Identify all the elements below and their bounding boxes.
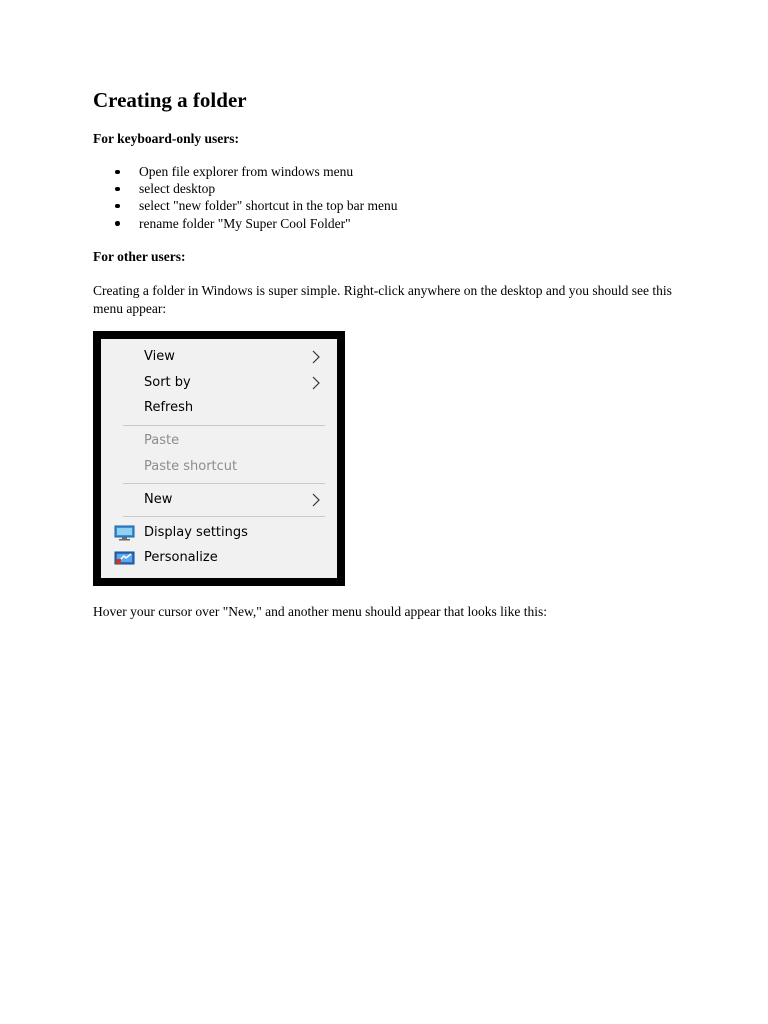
page-title: Creating a folder xyxy=(93,88,247,112)
context-menu xyxy=(101,339,337,578)
chevron-right-icon xyxy=(310,350,322,364)
personalize-icon xyxy=(114,550,136,566)
list-item: select "new folder" shortcut in the top bar menu xyxy=(93,197,397,214)
list-item: Open file explorer from windows menu xyxy=(93,163,397,180)
menu-item-label: New xyxy=(144,492,173,507)
hover-paragraph: Hover your cursor over "New," and another menu should appear that looks like this: xyxy=(93,604,548,619)
menu-separator xyxy=(123,483,325,484)
intro-paragraph: Creating a folder in Windows is super simple. Right-click anywhere on the desktop and you should see this menu appear: xyxy=(93,283,672,316)
menu-item-refresh[interactable] xyxy=(101,396,337,420)
bullet-icon xyxy=(115,170,120,175)
menu-item-label: Sort by xyxy=(144,375,191,390)
bullet-icon xyxy=(115,204,120,209)
menu-item-label: Display settings xyxy=(144,525,248,540)
list-item: rename folder "My Super Cool Folder" xyxy=(93,215,397,232)
other-users-heading: For other users: xyxy=(93,249,186,264)
menu-item-label: Refresh xyxy=(144,400,194,415)
display-settings-icon xyxy=(114,525,136,541)
bullet-icon xyxy=(115,187,120,192)
menu-item-label: Paste xyxy=(144,433,180,448)
list-item: select desktop xyxy=(93,180,397,197)
menu-item-paste-shortcut xyxy=(101,455,337,479)
menu-item-personalize[interactable] xyxy=(101,546,337,570)
menu-item-label: Paste shortcut xyxy=(144,459,238,474)
chevron-right-icon xyxy=(310,493,322,507)
menu-item-label: View xyxy=(144,349,175,364)
chevron-right-icon xyxy=(310,376,322,390)
bullet-icon xyxy=(115,221,120,226)
menu-separator xyxy=(123,425,325,426)
menu-item-new[interactable] xyxy=(101,488,337,512)
menu-item-label: Personalize xyxy=(144,550,218,565)
menu-item-paste xyxy=(101,429,337,453)
keyboard-users-heading: For keyboard-only users: xyxy=(93,131,240,146)
menu-item-display-settings[interactable] xyxy=(101,521,337,545)
menu-separator xyxy=(123,516,325,517)
menu-item-view[interactable] xyxy=(101,345,337,369)
menu-item-sort-by[interactable] xyxy=(101,371,337,395)
context-menu-screenshot xyxy=(93,331,345,586)
keyboard-steps-list xyxy=(93,163,397,232)
